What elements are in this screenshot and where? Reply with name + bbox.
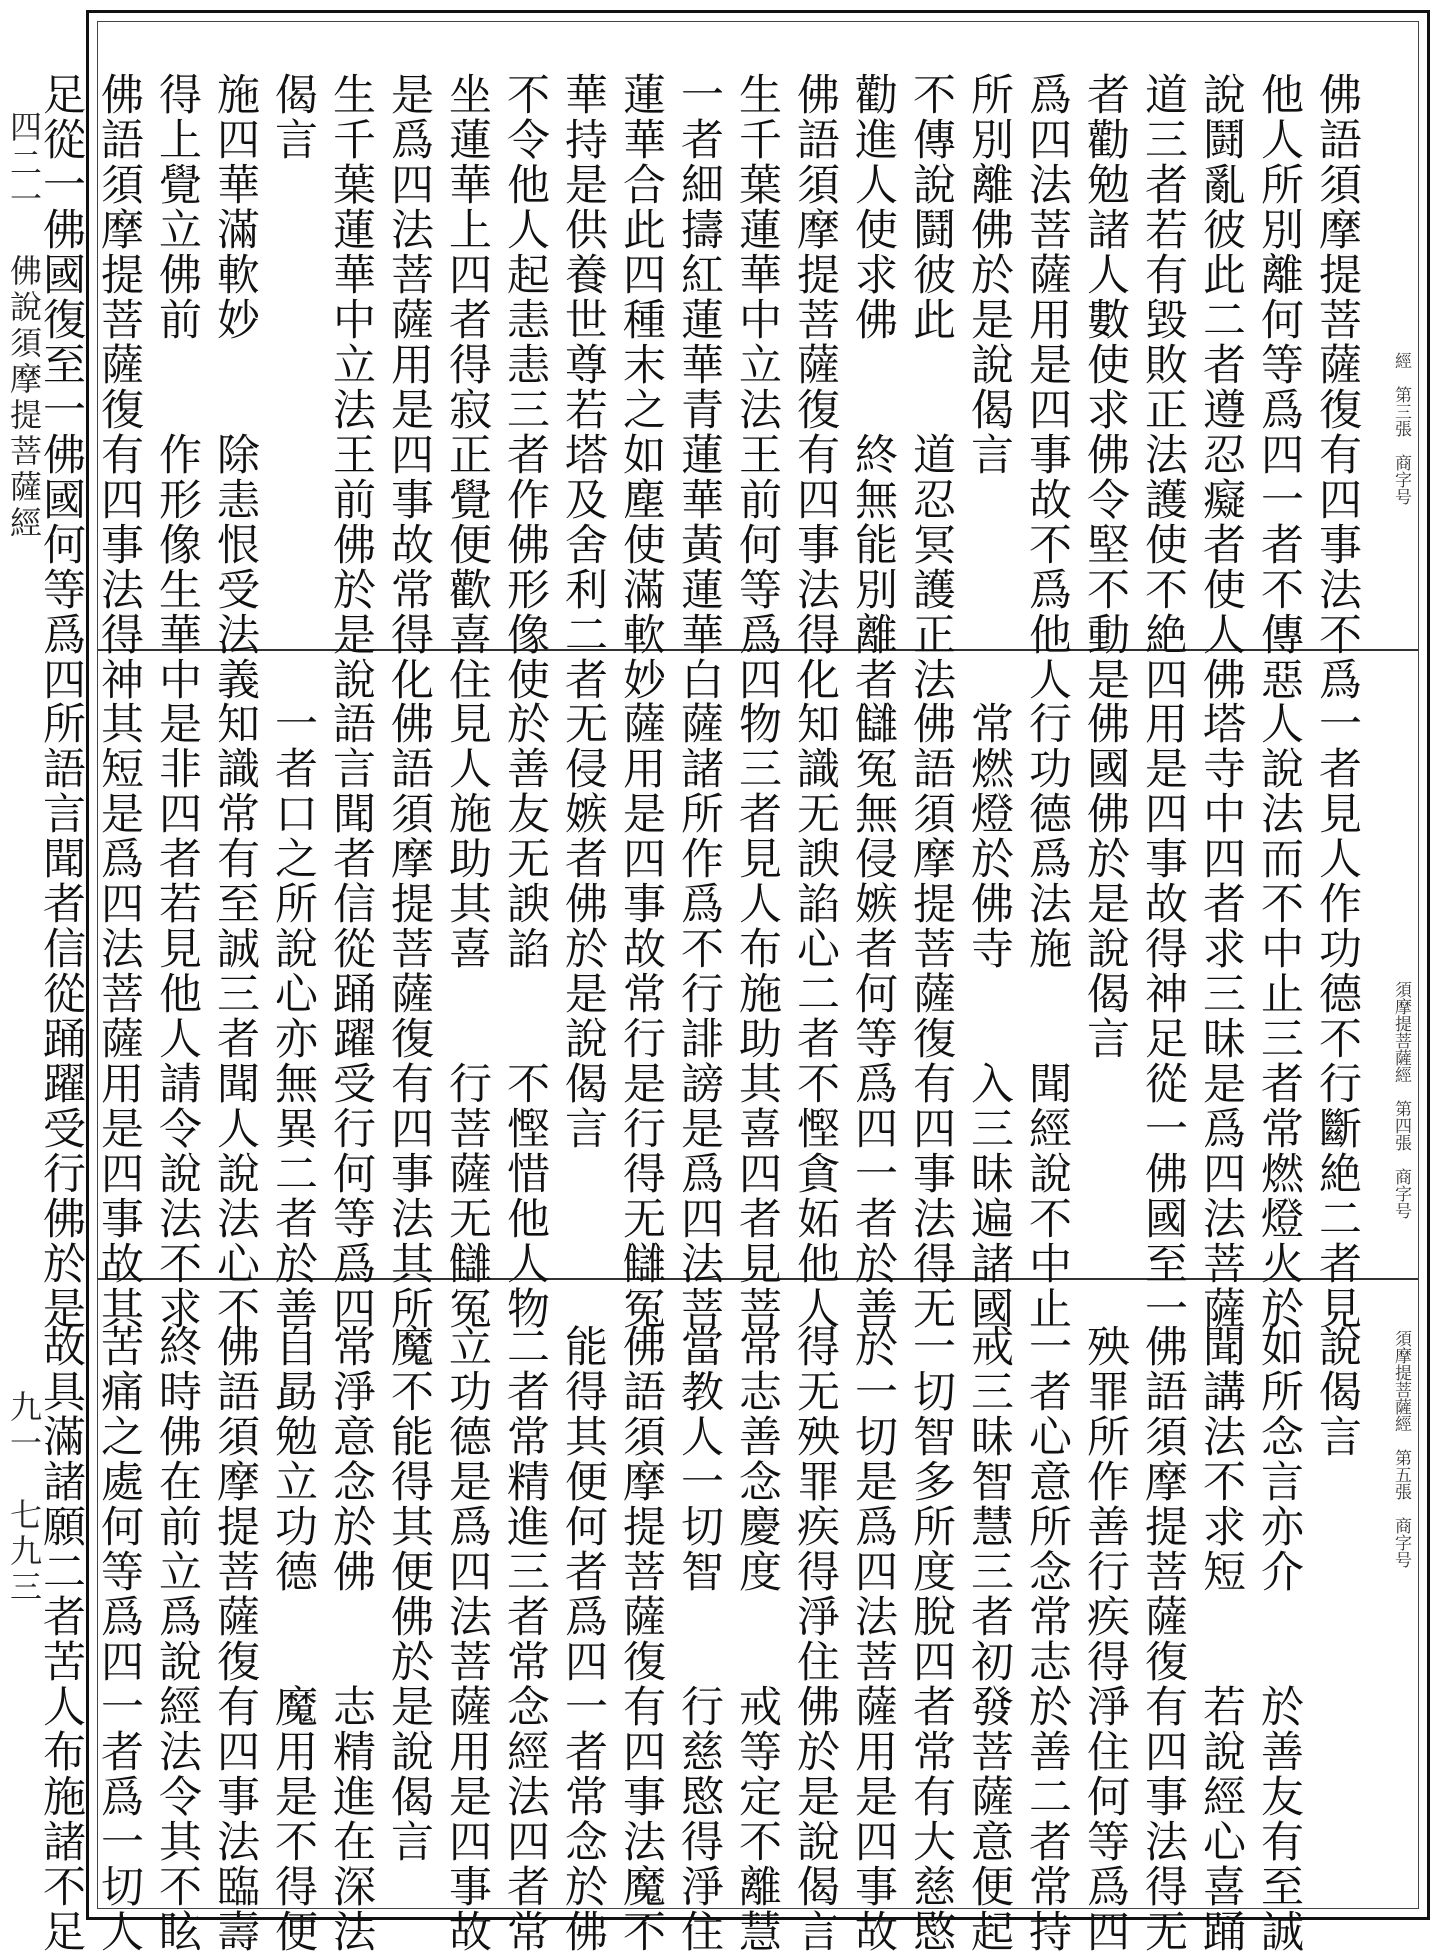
text-column: 佛語須摩提菩薩復有四事法得无 bbox=[1138, 1324, 1188, 1954]
text-column: 苦痛之處何等爲四一者爲一切人 bbox=[94, 1324, 144, 1954]
text-column: 一者見人作功德不行斷絶二者見 bbox=[1312, 701, 1362, 1331]
text-column: 故具滿諸願二者苦人布施諸不足 bbox=[36, 1324, 86, 1954]
text-column: 一者口之所說心亦無異二者於善 bbox=[268, 701, 318, 1331]
page-inner-border bbox=[36, 21, 1419, 1954]
panel-sheet-3 bbox=[36, 22, 1418, 702]
text-column: 不傳說鬪彼此 道忍冥護正法 bbox=[906, 72, 956, 702]
text-column: 說偈言 bbox=[1312, 1324, 1362, 1459]
text-column: 他人所別離何等爲四一者不傳惡 bbox=[1254, 72, 1304, 702]
text-column: 一者心意所念常志於善二者常持 bbox=[1022, 1324, 1072, 1954]
text-column: 物三者見人布施助其喜四者見菩 bbox=[732, 701, 782, 1331]
text-column: 佛國佛於是說偈言 bbox=[1080, 701, 1130, 1061]
text-column: 常淨意念於佛 志精進在深法 bbox=[326, 1324, 376, 1954]
text-column: 用是四事故得神足從一佛國至一 bbox=[1138, 701, 1188, 1331]
text-column: 勸進人使求佛 終無能別離者 bbox=[848, 72, 898, 702]
page-frame bbox=[36, 10, 1430, 1954]
text-column: 如所念言亦介 於善友有至誠 bbox=[1254, 1324, 1304, 1954]
text-column: 是非四者若見他人請令說法不求 bbox=[152, 701, 202, 1331]
text-column: 生千葉蓮華中立法王前何等爲四 bbox=[732, 72, 782, 702]
scripture-text bbox=[32, 72, 1366, 702]
text-column: 施四華滿軟妙 除恚恨受法義 bbox=[210, 72, 260, 702]
text-column: 於一切是爲四法菩薩用是四事故 bbox=[848, 1324, 898, 1954]
text-column: 一切智多所度脫四者常有大慈愍 bbox=[906, 1324, 956, 1954]
text-column: 知識常有至誠三者聞人說法心不 bbox=[210, 701, 260, 1331]
text-column: 行功德爲法施 聞經說不中止 bbox=[1022, 701, 1072, 1331]
text-column: 華持是供養世尊若塔及舍利二者 bbox=[558, 72, 608, 702]
text-column: 所語言聞者信從踊躍受行佛於是 bbox=[36, 701, 86, 1331]
text-column: 佛語須摩提菩薩復有四事法得无 bbox=[906, 701, 956, 1331]
text-column: 佛語須摩提菩薩復有四事法得化 bbox=[790, 72, 840, 702]
sheet-marker: 須摩提菩薩經 第五張 商字号 bbox=[1391, 1330, 1411, 1568]
text-column: 自勗勉立功德 魔用是不得便 bbox=[268, 1324, 318, 1954]
text-column: 於善友无諛諂 不慳惜他人物 bbox=[500, 701, 550, 1331]
text-column: 足從一佛國復至一佛國何等爲四 bbox=[36, 72, 86, 702]
margin-page-number: 九一 七九三 bbox=[5, 1390, 43, 1606]
text-column: 常志善念慶度 戒等定不離慧 bbox=[732, 1324, 782, 1954]
sheet-marker: 須摩提菩薩經 第四張 商字号 bbox=[1391, 981, 1411, 1219]
scripture-text bbox=[32, 1324, 1366, 1954]
text-column: 讎冤無侵嫉者何等爲四一者於善 bbox=[848, 701, 898, 1331]
panel-sheet-5 bbox=[36, 1280, 1418, 1954]
text-column: 佛語須摩提菩薩復有四事法臨壽 bbox=[210, 1324, 260, 1954]
text-column: 得上覺立佛前 作形像生華中 bbox=[152, 72, 202, 702]
text-column: 終時佛在前立爲說經法令其不眩 bbox=[152, 1324, 202, 1954]
text-column: 薩諸所作爲不行誹謗是爲四法菩 bbox=[674, 701, 724, 1331]
text-column: 聞講法不求短 若說經心喜踊 bbox=[1196, 1324, 1246, 1954]
text-column: 能得其便何者爲四一者常念於佛 bbox=[558, 1324, 608, 1954]
text-column: 得无殃罪疾得淨住佛於是說偈言 bbox=[790, 1324, 840, 1954]
text-column: 薩用是四事故常行是行得无讎冤 bbox=[616, 701, 666, 1331]
text-column: 一者細擣紅蓮華青蓮華黃蓮華白 bbox=[674, 72, 724, 702]
text-column: 佛語須摩提菩薩復有四事法其所 bbox=[384, 701, 434, 1331]
text-column: 无侵嫉者佛於是說偈言 bbox=[558, 701, 608, 1151]
text-column: 見人施助其喜 行菩薩无讎冤 bbox=[442, 701, 492, 1331]
text-column: 語言聞者信從踊躍受行何等爲四 bbox=[326, 701, 376, 1331]
text-column: 佛語須摩提菩薩復有四事法得神 bbox=[94, 72, 144, 702]
text-column: 二者常精進三者常念經法四者常 bbox=[500, 1324, 550, 1954]
text-column: 殃罪所作善行疾得淨住何等爲四 bbox=[1080, 1324, 1130, 1954]
text-column: 說鬪亂彼此二者遵忍癡者使人佛 bbox=[1196, 72, 1246, 702]
text-column: 魔不能得其便佛於是說偈言 bbox=[384, 1324, 434, 1864]
text-column: 知識无諛諂心二者不慳貪妬他人 bbox=[790, 701, 840, 1331]
text-column: 戒三昧智慧三者初發菩薩意便起 bbox=[964, 1324, 1014, 1954]
text-column: 蓮華合此四種末之如塵使滿軟妙 bbox=[616, 72, 666, 702]
text-column: 佛語須摩提菩薩復有四事法魔不 bbox=[616, 1324, 666, 1954]
text-column: 當教人一切智 行慈愍得淨住 bbox=[674, 1324, 724, 1954]
text-column: 立功德是爲四法菩薩用是四事故 bbox=[442, 1324, 492, 1954]
panel-sheet-4 bbox=[36, 651, 1418, 1331]
text-column: 不令他人起恚恚三者作佛形像使 bbox=[500, 72, 550, 702]
scripture-text bbox=[32, 701, 1366, 1331]
text-column: 其短是爲四法菩薩用是四事故其 bbox=[94, 701, 144, 1331]
text-column: 者勸勉諸人數使求佛令堅不動是 bbox=[1080, 72, 1130, 702]
text-column: 所別離佛於是說偈言 bbox=[964, 72, 1014, 477]
text-column: 塔寺中四者求三昧是爲四法菩薩 bbox=[1196, 701, 1246, 1331]
text-column: 坐蓮華上四者得寂正覺便歡喜住 bbox=[442, 72, 492, 702]
text-column: 常燃燈於佛寺 入三昧遍諸國 bbox=[964, 701, 1014, 1331]
text-column: 是爲四法菩薩用是四事故常得化 bbox=[384, 72, 434, 702]
text-column: 道三者若有毀敗正法護使不絶四 bbox=[1138, 72, 1188, 702]
text-column: 爲四法菩薩用是四事故不爲他人 bbox=[1022, 72, 1072, 702]
sheet-marker: 經 第三張 商字号 bbox=[1391, 352, 1411, 505]
margin-title: 四二一 佛說須摩提菩薩經 bbox=[5, 110, 43, 542]
text-column: 佛語須摩提菩薩復有四事法不爲 bbox=[1312, 72, 1362, 702]
text-column: 生千葉蓮華中立法王前佛於是說 bbox=[326, 72, 376, 702]
text-column: 人說法而不中止三者常燃燈火於 bbox=[1254, 701, 1304, 1331]
text-column: 偈言 bbox=[268, 72, 318, 162]
